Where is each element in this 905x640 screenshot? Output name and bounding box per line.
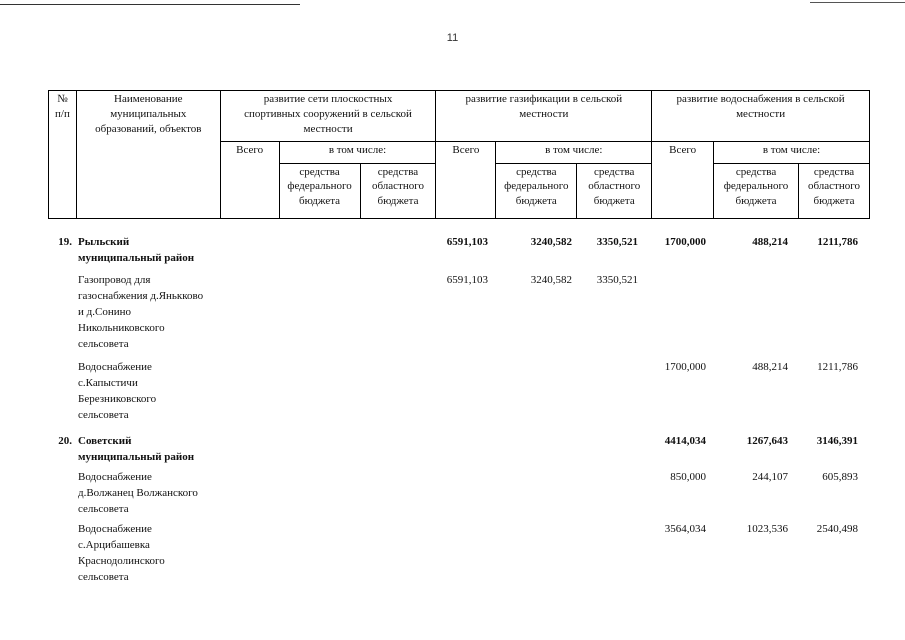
table-header xyxy=(48,90,870,219)
header-sport-regional: средства областного бюджета xyxy=(360,163,436,218)
header-group-sport: развитие сети плоскостных спортивных сооружений в сельской местности xyxy=(220,91,436,142)
table-row-object xyxy=(48,521,870,587)
header-water-incl: в том числе: xyxy=(714,142,870,163)
page-number: 11 xyxy=(446,32,459,44)
gas-total: 6591,103 xyxy=(446,274,488,286)
water-federal: 1267,643 xyxy=(746,435,788,447)
water-regional: 2540,498 xyxy=(816,523,858,535)
water-total: 1700,000 xyxy=(664,361,706,373)
header-group-water: развитие водоснабжения в сельской местности xyxy=(652,91,870,142)
water-total: 4414,034 xyxy=(664,435,706,447)
gas-regional: 3350,521 xyxy=(596,274,638,286)
row-name: Газопровод для газоснабжения д.Янькково и д.Сонино Никольниковского сельсовета xyxy=(78,274,204,350)
header-water-total: Всего xyxy=(652,142,714,219)
row-number: 19. xyxy=(58,236,72,248)
header-name: Наименование муниципальных образований, объектов xyxy=(76,91,220,219)
header-gas-incl: в том числе: xyxy=(496,142,652,163)
gas-federal: 3240,582 xyxy=(530,274,572,286)
water-federal: 244,107 xyxy=(752,471,788,483)
header-sport-total: Всего xyxy=(220,142,279,219)
gas-total: 6591,103 xyxy=(446,236,488,248)
header-gas-regional: средства областного бюджета xyxy=(577,163,652,218)
water-federal: 488,214 xyxy=(752,361,788,373)
table-row-district xyxy=(48,234,870,268)
water-total: 3564,034 xyxy=(664,523,706,535)
water-total: 850,000 xyxy=(670,471,706,483)
table-row-object xyxy=(48,359,870,425)
header-gas-federal: средства федерального бюджета xyxy=(496,163,577,218)
water-regional: 605,893 xyxy=(822,471,858,483)
header-group-gas: развитие газификации в сельской местности xyxy=(436,91,652,142)
header-number: № п/п xyxy=(49,91,77,219)
water-federal: 488,214 xyxy=(752,236,788,248)
water-regional: 3146,391 xyxy=(816,435,858,447)
table-row-object xyxy=(48,469,870,519)
header-sport-federal: средства федерального бюджета xyxy=(279,163,360,218)
table-row-object xyxy=(48,272,870,354)
row-name: Советский муниципальный район xyxy=(78,435,195,463)
row-name: Водоснабжение с.Капыстичи Березниковского сельсовета xyxy=(78,361,157,421)
header-gas-total: Всего xyxy=(436,142,496,219)
row-name: Рыльский муниципальный район xyxy=(78,236,195,264)
row-name: Водоснабжение д.Волжанец Волжанского сельсовета xyxy=(78,471,198,515)
gas-federal: 3240,582 xyxy=(530,236,572,248)
header-sport-incl: в том числе: xyxy=(279,142,436,163)
gas-regional: 3350,521 xyxy=(596,236,638,248)
header-water-regional: средства областного бюджета xyxy=(799,163,870,218)
header-water-federal: средства федерального бюджета xyxy=(714,163,799,218)
row-name: Водоснабжение с.Арцибашевка Краснодолинского сельсовета xyxy=(78,523,165,583)
table-row-district xyxy=(48,433,870,467)
water-regional: 1211,786 xyxy=(817,236,858,248)
row-number: 20. xyxy=(58,435,72,447)
water-federal: 1023,536 xyxy=(746,523,788,535)
scan-border-line xyxy=(810,2,905,3)
water-regional: 1211,786 xyxy=(817,361,858,373)
scan-border-line xyxy=(0,4,300,5)
water-total: 1700,000 xyxy=(664,236,706,248)
